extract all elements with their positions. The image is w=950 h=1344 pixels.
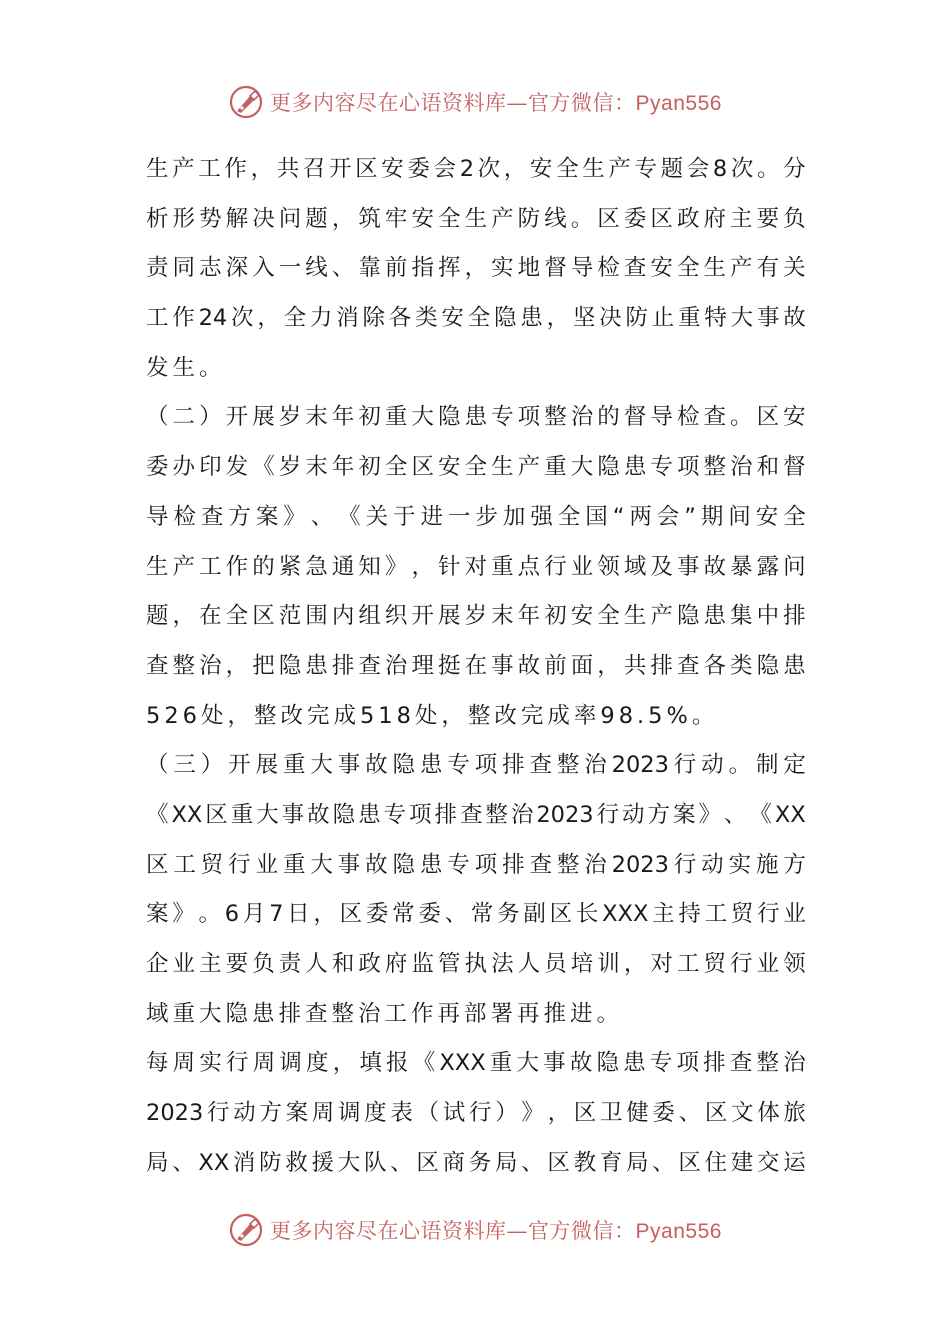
text-line: 查 整 治 ， 把 隐 患 排 查 治 理 挺 在 事 故 前 面 ， 共 排 查 各 类 隐 患 [146, 652, 806, 679]
document-body [146, 145, 806, 1188]
text-line: 题 ， 在 全 区 范 围 内 组 织 开 展 岁 末 年 初 安 全 生 产 隐 患 集 中 排 [146, 603, 806, 630]
text-line: 导 检 查 方 案 》 、 《 关 于 进 一 步 加 强 全 国 “ 两 会 ” 期 间 安 全 [146, 503, 806, 530]
text-line: 区 工 贸 行 业 重 大 事 故 隐 患 专 项 排 查 整 治 2023 行 动 实 施 方 [146, 851, 806, 878]
text-line: 2023 行 动 方 案 周 调 度 表 （ 试 行 ） 》 ， 区 卫 健 委 、 区 文 体 旅 [146, 1100, 806, 1127]
header-banner-text: 更多内容尽在心语资料库—官方微信：Pyan556 [270, 91, 722, 115]
text-line: 《 XX 区 重 大 事 故 隐 患 专 项 排 查 整 治 2023 行 动 方 案 》 、 《 XX [146, 801, 806, 828]
text-line: 委 办 印 发 《 岁 末 年 初 全 区 安 全 生 产 重 大 隐 患 专 项 整 治 和 督 [146, 454, 806, 481]
text-line: 责 同 志 深 入 一 线 、 靠 前 指 挥 ， 实 地 督 导 检 查 安 全 生 产 有 关 [146, 255, 806, 282]
text-line: 生 产 工 作 ， 共 召 开 区 安 委 会 2 次 ， 安 全 生 产 专 题 会 8 次 。 分 [146, 156, 806, 182]
text-line: （ 三 ） 开 展 重 大 事 故 隐 患 专 项 排 查 整 治 2023 行 动 。 制 定 [146, 752, 806, 779]
text-line: 526处，整改完成518处，整改完成率98.5%。 [146, 702, 719, 729]
text-line: 发生。 [146, 354, 226, 381]
footer-wechat-id: Pyan556 [635, 1220, 722, 1243]
text-line: 域重大隐患排查整治工作再部署再推进。 [146, 1000, 624, 1027]
pen-nib-seal-icon [228, 1212, 264, 1248]
pen-nib-seal-icon [228, 84, 264, 120]
footer-banner [0, 1208, 950, 1252]
text-line: （ 二 ） 开 展 岁 末 年 初 重 大 隐 患 专 项 整 治 的 督 导 检 查 。 区 安 [146, 404, 806, 431]
header-banner [0, 80, 950, 124]
text-line: 生 产 工 作 的 紧 急 通 知 》 ， 针 对 重 点 行 业 领 域 及 事 故 暴 露 问 [146, 553, 806, 580]
header-wechat-id: Pyan556 [635, 92, 722, 115]
text-line: 企 业 主 要 负 责 人 和 政 府 监 管 执 法 人 员 培 训 ， 对 工 贸 行 业 领 [146, 951, 806, 977]
text-line: 局 、 XX 消 防 救 援 大 队 、 区 商 务 局 、 区 教 育 局 、 区 住 建 交 运 [146, 1149, 806, 1176]
footer-banner-text: 更多内容尽在心语资料库—官方微信：Pyan556 [270, 1219, 722, 1243]
text-line: 工 作 24 次 ， 全 力 消 除 各 类 安 全 隐 患 ， 坚 决 防 止 重 特 大 事 故 [146, 305, 806, 332]
text-line: 每 周 实 行 周 调 度 ， 填 报 《 XXX 重 大 事 故 隐 患 专 项 排 查 整 治 [146, 1050, 806, 1077]
text-line: 析 形 势 解 决 问 题 ， 筑 牢 安 全 生 产 防 线 。 区 委 区 政 府 主 要 负 [146, 205, 806, 232]
text-line: 案 》 。 6 月 7 日 ， 区 委 常 委 、 常 务 副 区 长 XXX 主 持 工 贸 行 业 [146, 901, 806, 928]
